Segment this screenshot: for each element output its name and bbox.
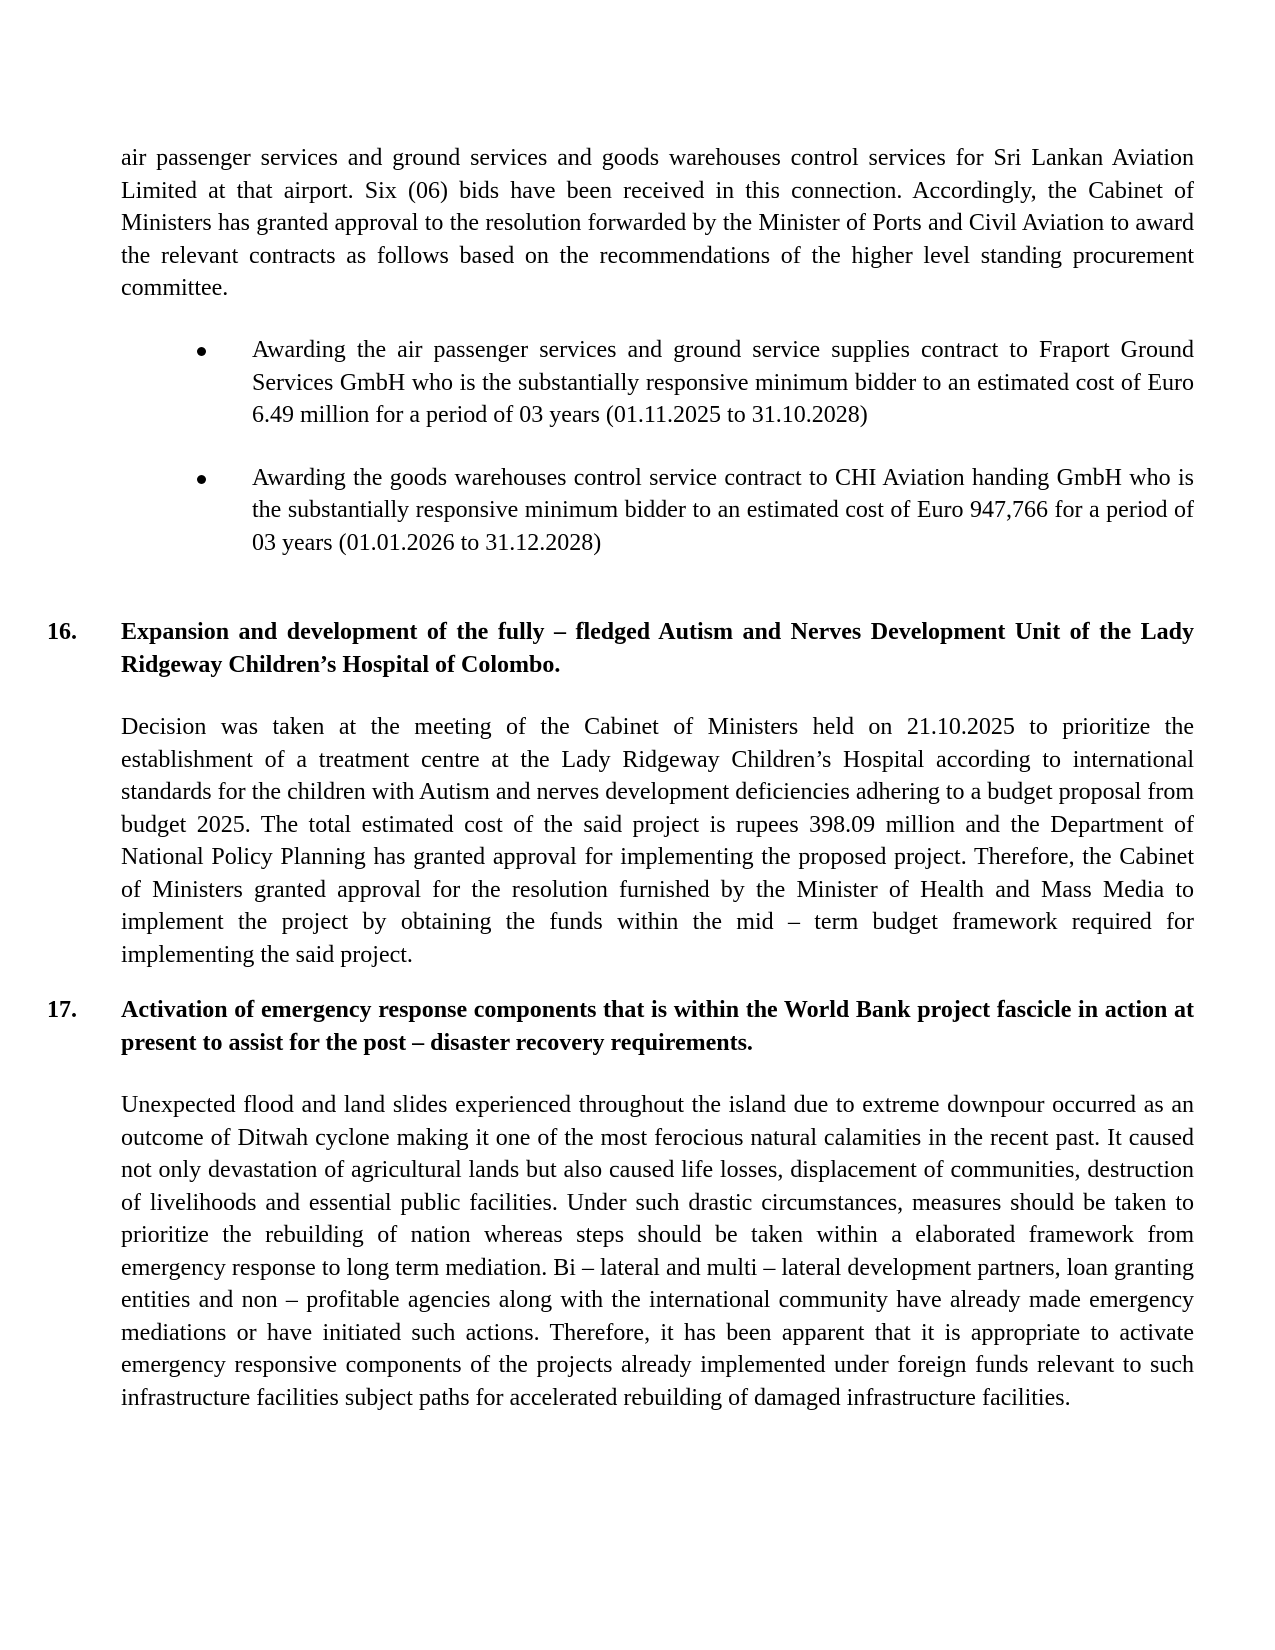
section-number: 17.	[47, 997, 77, 1023]
list-item-text: Awarding the goods warehouses control service contract to CHI Aviation handing GmbH who is the substantially responsive minimum bidder to an estimated cost of Euro 947,766 for a period of 03 years (01.01.2026 to 31.12.2028)	[252, 464, 1194, 556]
list-item	[121, 462, 1194, 560]
section-title: Expansion and development of the fully – fledged Autism and Nerves Development Unit of the Lady Ridgeway Children’s Hospital of Colombo.	[121, 619, 1194, 678]
bullet-icon	[197, 347, 206, 356]
section-title: Activation of emergency response components that is within the World Bank project fascicle in action at present to assist for the post – disaster recovery requirements.	[121, 997, 1194, 1056]
intro-paragraph: air passenger services and ground services and goods warehouses control services for Sri Lankan Aviation Limited at that airport. Six (06) bids have been received in this connection. Accordingly, the Cabinet of Ministers has granted approval to the resolution forwarded by the Minister of Ports and Civil Aviation to award the relevant contracts as follows based on the recommendations of the higher level standing procurement committee.	[121, 145, 1194, 301]
section-body: Unexpected flood and land slides experienced throughout the island due to extreme downpour occurred as an outcome of Ditwah cyclone making it one of the most ferocious natural calamities in the recent past. It caused not only devastation of agricultural lands but also caused life losses, displacement of communities, destruction of livelihoods and essential public facilities. Under such drastic circumstances, measures should be taken to prioritize the rebuilding of nation whereas steps should be taken within a elaborated framework from emergency response to long term mediation. Bi – lateral and multi – lateral development partners, loan granting entities and non – profitable agencies along with the international community have already made emergency mediations or have initiated such actions. Therefore, it has been apparent that it is appropriate to activate emergency responsive components of the projects already implemented under foreign funds relevant to such infrastructure facilities subject paths for accelerated rebuilding of damaged infrastructure facilities.	[121, 1092, 1194, 1411]
list-item-text: Awarding the air passenger services and ground service supplies contract to Fraport Ground Services GmbH who is the substantially responsive minimum bidder to an estimated cost of Euro 6.49 million for a period of 03 years (01.11.2025 to 31.10.2028)	[252, 337, 1194, 428]
section-body: Decision was taken at the meeting of the Cabinet of Ministers held on 21.10.2025 to prioritize the establishment of a treatment centre at the Lady Ridgeway Children’s Hospital according to international standards for the children with Autism and nerves development deficiencies adhering to a budget proposal from budget 2025. The total estimated cost of the said project is rupees 398.09 million and the Department of National Policy Planning has granted approval for implementing the proposed project. Therefore, the Cabinet of Ministers granted approval for the resolution furnished by the Minister of Health and Mass Media to implement the project by obtaining the funds within the mid – term budget framework required for implementing the said project.	[121, 714, 1194, 968]
bullet-icon	[197, 475, 206, 484]
award-list	[121, 334, 1194, 559]
section-number: 16.	[47, 619, 77, 645]
list-item	[121, 334, 1194, 432]
